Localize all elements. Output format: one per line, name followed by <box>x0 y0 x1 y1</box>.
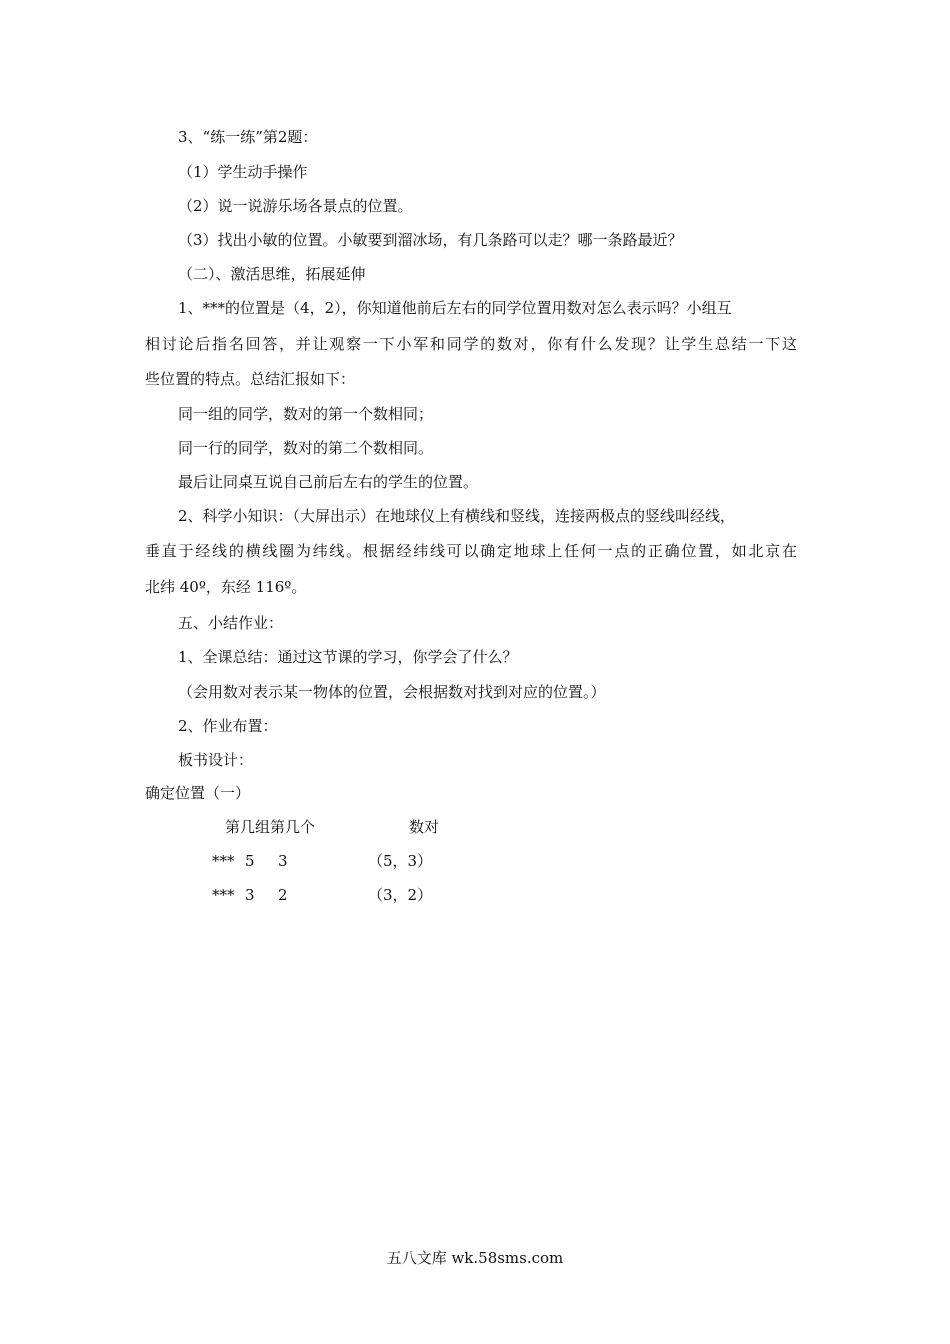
paragraph-step-2: （2）说一说游乐场各景点的位置。 <box>178 197 413 215</box>
paragraph-science-line2: 垂直于经线的横线圈为纬线。根据经纬线可以确定地球上任何一点的正确位置，如北京在 <box>145 542 797 560</box>
board-header-pair: 数对 <box>409 818 440 836</box>
paragraph-summary-answer: （会用数对表示某一物体的位置，会根据数对找到对应的位置。） <box>178 683 606 701</box>
board-row-seat: 2 <box>278 886 288 904</box>
paragraph-position-line2: 相讨论后指名回答，并让观察一下小军和同学的数对，你有什么发现？让学生总结一下这 <box>145 335 797 353</box>
section-heading-summary: 五、小结作业： <box>178 614 284 632</box>
paragraph-summary: 1、全课总结：通过这节课的学习，你学会了什么？ <box>178 648 518 666</box>
board-header-column: 第几组第几个 <box>225 818 316 836</box>
paragraph-step-3: （3）找出小敏的位置。小敏要到溜冰场，有几条路可以走？哪一条路最近？ <box>178 231 683 249</box>
board-row-pair: （3，2） <box>368 886 433 904</box>
paragraph-science-line1: 2、科学小知识：（大屏出示）在地球仪上有横线和竖线，连接两极点的竖线叫经线， <box>178 507 736 525</box>
paragraph-same-group: 同一组的同学，数对的第一个数相同； <box>178 405 434 423</box>
board-row-group: 3 <box>245 886 255 904</box>
paragraph-step-1: （1）学生动手操作 <box>178 163 308 181</box>
paragraph-science-line3: 北纬 40º，东经 116º。 <box>145 578 307 596</box>
footer-watermark-text: 五八文库 wk.58sms.com <box>386 1249 564 1267</box>
board-row-seat: 3 <box>278 852 288 870</box>
paragraph-homework: 2、作业布置： <box>178 717 278 735</box>
board-row-pair: （5，3） <box>368 852 433 870</box>
paragraph-position-line1: 1、***的位置是（4，2），你知道他前后左右的同学位置用数对怎么表示吗？小组互 <box>178 299 732 317</box>
paragraph-same-row: 同一行的同学，数对的第二个数相同。 <box>178 439 434 457</box>
board-row-name: *** <box>212 886 235 904</box>
paragraph-deskmates: 最后让同桌互说自己前后左右的学生的位置。 <box>178 473 479 491</box>
paragraph-exercise-2: 3、“练一练”第2题： <box>178 128 318 146</box>
board-row-group: 5 <box>245 852 255 870</box>
paragraph-board-design: 板书设计： <box>178 751 254 769</box>
board-title: 确定位置（一） <box>145 784 251 802</box>
board-row-name: *** <box>212 852 235 870</box>
section-heading-extend: （二）、激活思维，拓展延伸 <box>178 265 366 283</box>
paragraph-position-line3: 些位置的特点。总结汇报如下： <box>145 370 356 388</box>
